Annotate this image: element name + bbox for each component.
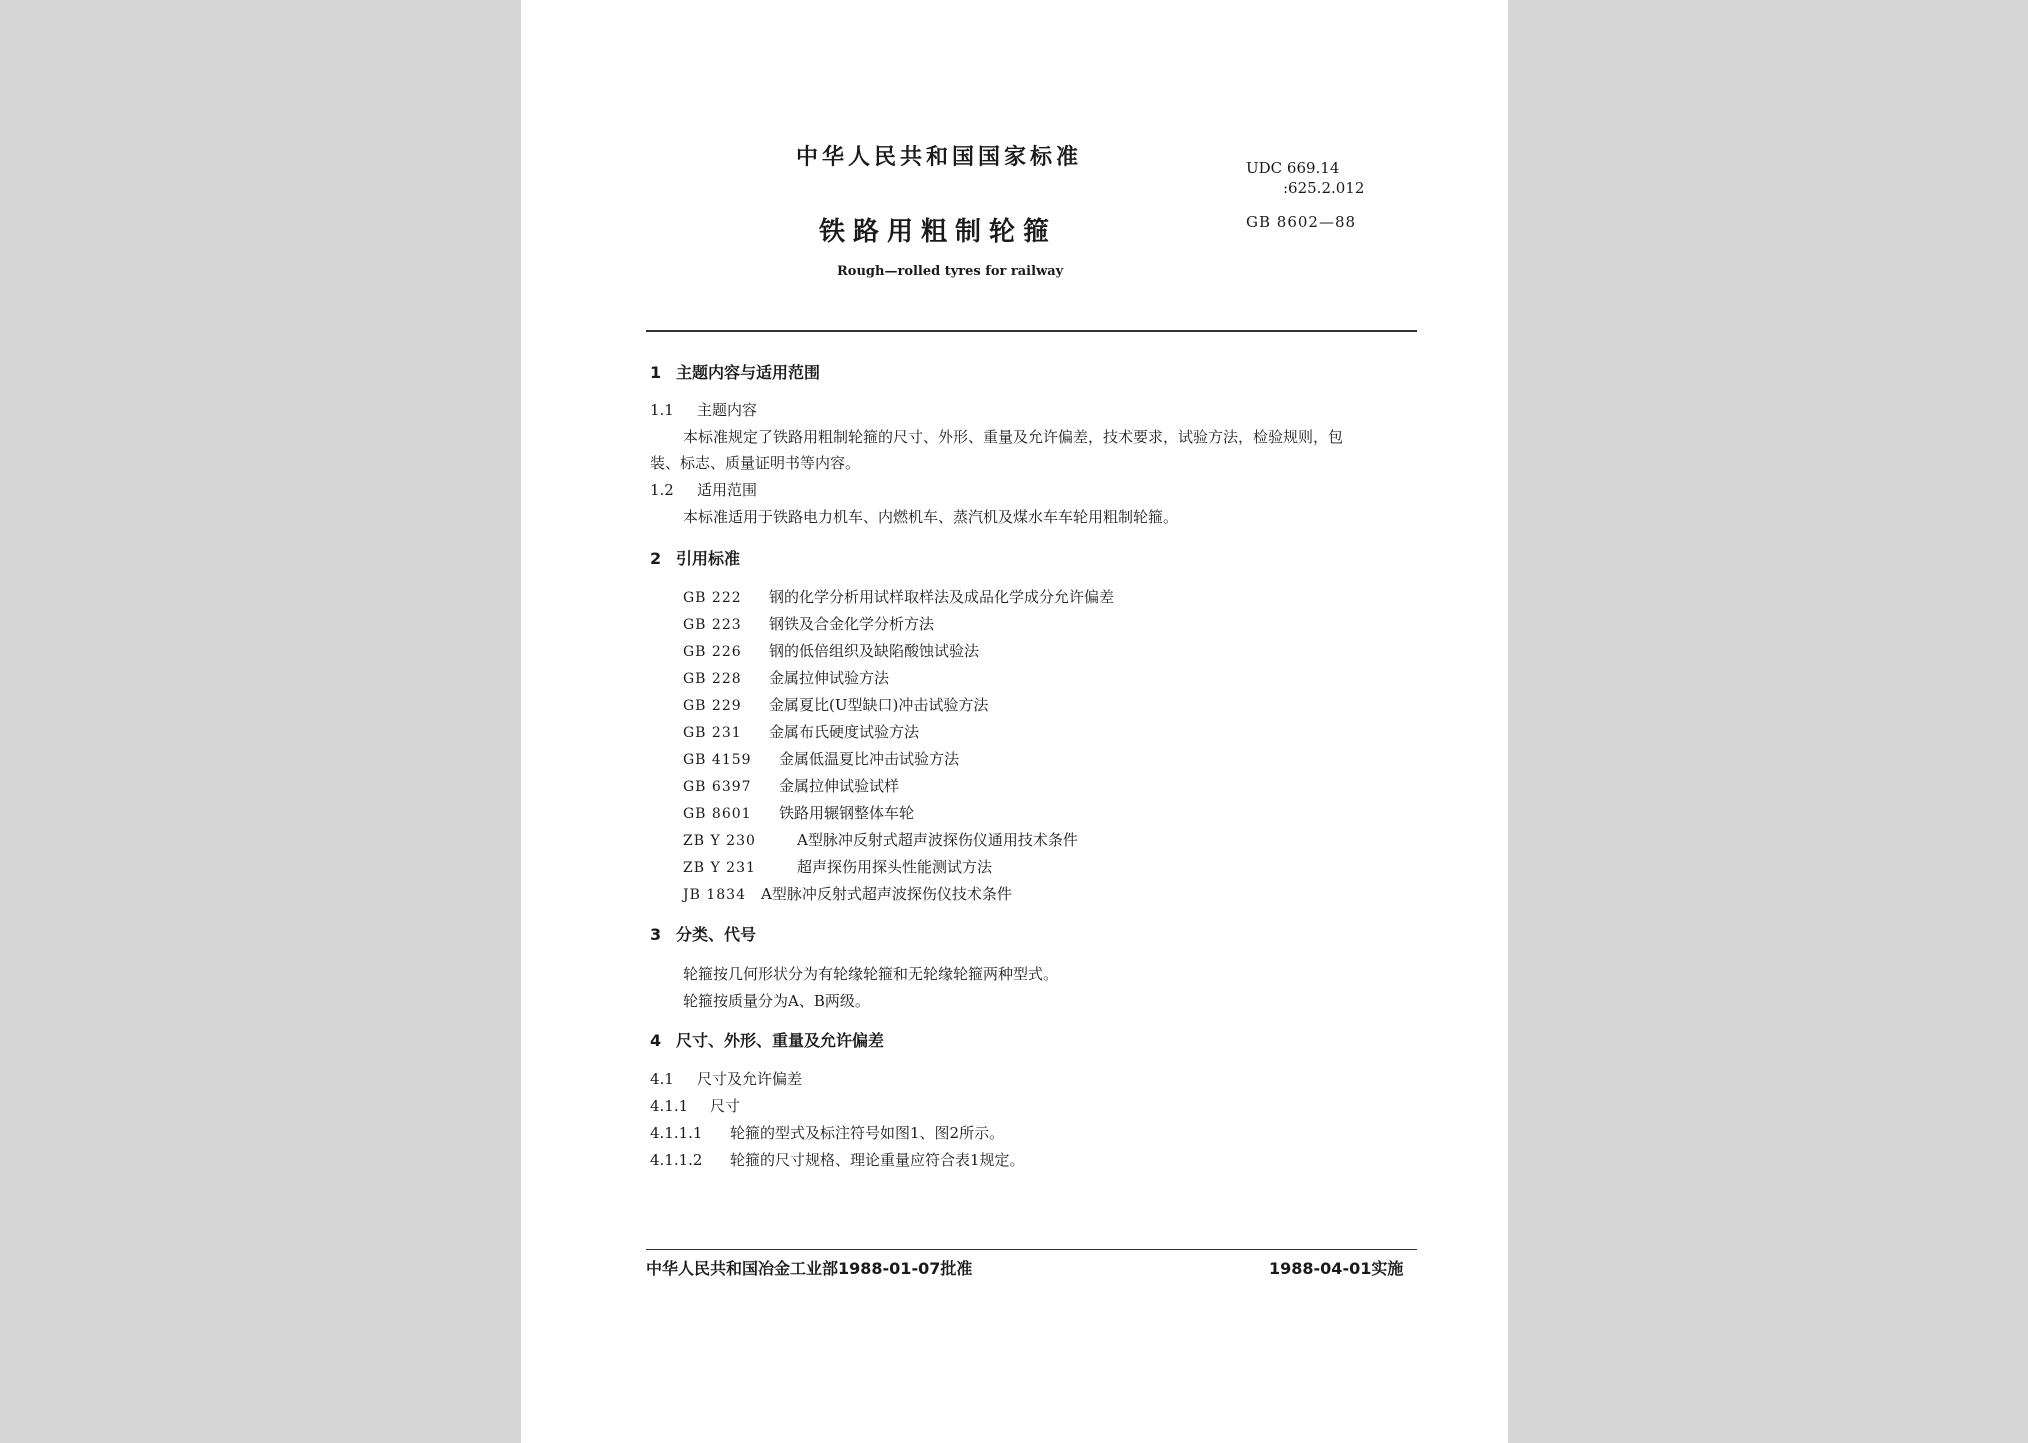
reference-title: 金属夏比(U型缺口)冲击试验方法 xyxy=(769,696,989,714)
reference-title: A型脉冲反射式超声波探伤仪技术条件 xyxy=(761,885,1012,903)
section-title: 轮箍的尺寸规格、理论重量应符合表1规定。 xyxy=(730,1151,1025,1169)
section-4-1-heading xyxy=(650,1068,802,1089)
reference-title: A型脉冲反射式超声波探伤仪通用技术条件 xyxy=(797,831,1078,849)
document-page xyxy=(521,0,1508,1443)
reference-code: GB 222 xyxy=(683,590,742,606)
reference-code: GB 223 xyxy=(683,617,742,633)
footer-divider xyxy=(646,1249,1417,1250)
section-1-2-heading xyxy=(650,479,757,500)
reference-title: 钢的低倍组织及缺陷酸蚀试验法 xyxy=(769,642,980,660)
gb-number: GB 8602—88 xyxy=(1246,213,1357,231)
document-title: 铁路用粗制轮箍 xyxy=(819,217,1058,247)
standard-org-heading: 中华人民共和国国家标准 xyxy=(796,145,1083,170)
paragraph-line: 轮箍按质量分为A、B两级。 xyxy=(683,992,870,1010)
section-title: 轮箍的型式及标注符号如图1、图2所示。 xyxy=(730,1124,1005,1142)
paragraph-line: 本标准规定了铁路用粗制轮箍的尺寸、外形、重量及允许偏差，技术要求，试验方法，检验规则，包 xyxy=(683,428,1344,446)
section-title: 分类、代号 xyxy=(676,925,757,944)
section-title: 尺寸、外形、重量及允许偏差 xyxy=(676,1031,885,1050)
reference-item xyxy=(683,613,934,634)
section-title: 主题内容 xyxy=(697,401,758,419)
section-number: 1.2 xyxy=(650,481,674,499)
section-1-heading xyxy=(650,360,820,383)
section-number: 4.1.1.1 xyxy=(650,1124,703,1142)
reference-item xyxy=(683,694,988,715)
reference-code: GB 6397 xyxy=(683,779,752,795)
reference-item xyxy=(683,856,992,877)
reference-code: GB 226 xyxy=(683,644,742,660)
reference-title: 超声探伤用探头性能测试方法 xyxy=(797,858,993,876)
reference-code: GB 231 xyxy=(683,725,742,741)
reference-title: 金属低温夏比冲击试验方法 xyxy=(779,750,960,768)
paragraph-line: 装、标志、质量证明书等内容。 xyxy=(650,454,861,472)
reference-code: ZB Y 231 xyxy=(683,860,756,876)
section-number: 4.1.1.2 xyxy=(650,1151,703,1169)
section-title: 主题内容与适用范围 xyxy=(676,363,821,382)
reference-code: GB 228 xyxy=(683,671,742,687)
reference-item xyxy=(683,829,1078,850)
reference-title: 钢的化学分析用试样取样法及成品化学成分允许偏差 xyxy=(769,588,1115,606)
section-number: 4 xyxy=(650,1031,662,1050)
reference-item xyxy=(683,721,919,742)
reference-item xyxy=(683,775,899,796)
section-4-heading xyxy=(650,1028,884,1051)
section-number: 4.1.1 xyxy=(650,1097,689,1115)
section-number: 1.1 xyxy=(650,401,674,419)
reference-title: 金属拉伸试验方法 xyxy=(769,669,890,687)
approval-info: 中华人民共和国冶金工业部1988-01-07批准 xyxy=(646,1259,973,1278)
reference-item xyxy=(683,802,914,823)
reference-title: 钢铁及合金化学分析方法 xyxy=(769,615,935,633)
section-number: 4.1 xyxy=(650,1070,674,1088)
reference-item xyxy=(683,748,959,769)
section-title: 引用标准 xyxy=(676,549,741,568)
section-title: 尺寸及允许偏差 xyxy=(697,1070,803,1088)
english-subtitle: Rough—rolled tyres for railway xyxy=(837,264,1064,279)
section-3-heading xyxy=(650,922,756,945)
udc-continuation: :625.2.012 xyxy=(1283,179,1365,197)
reference-item xyxy=(683,640,979,661)
section-4-1-1-2-heading xyxy=(650,1149,1025,1170)
reference-title: 金属布氏硬度试验方法 xyxy=(769,723,920,741)
header-divider xyxy=(646,330,1417,332)
section-number: 2 xyxy=(650,549,662,568)
section-4-1-1-1-heading xyxy=(650,1122,1004,1143)
paragraph-line: 轮箍按几何形状分为有轮缘轮箍和无轮缘轮箍两种型式。 xyxy=(683,965,1059,983)
reference-item xyxy=(683,883,1012,904)
reference-code: JB 1834 xyxy=(683,887,746,903)
reference-item xyxy=(683,586,1114,607)
implementation-date: 1988-04-01实施 xyxy=(1269,1259,1404,1278)
section-number: 3 xyxy=(650,925,662,944)
section-title: 尺寸 xyxy=(710,1097,741,1115)
reference-title: 金属拉伸试验试样 xyxy=(779,777,900,795)
reference-item xyxy=(683,667,889,688)
section-2-heading xyxy=(650,546,740,569)
section-4-1-1-heading xyxy=(650,1095,740,1116)
paragraph-line: 本标准适用于铁路电力机车、内燃机车、蒸汽机及煤水车车轮用粗制轮箍。 xyxy=(683,508,1179,526)
udc-code xyxy=(1246,158,1364,198)
reference-code: GB 4159 xyxy=(683,752,752,768)
reference-code: GB 8601 xyxy=(683,806,752,822)
section-number: 1 xyxy=(650,363,662,382)
section-1-1-heading xyxy=(650,399,757,420)
reference-title: 铁路用辗钢整体车轮 xyxy=(779,804,915,822)
section-title: 适用范围 xyxy=(697,481,758,499)
udc-label: UDC 669.14 xyxy=(1246,159,1340,177)
reference-code: GB 229 xyxy=(683,698,742,714)
reference-code: ZB Y 230 xyxy=(683,833,756,849)
